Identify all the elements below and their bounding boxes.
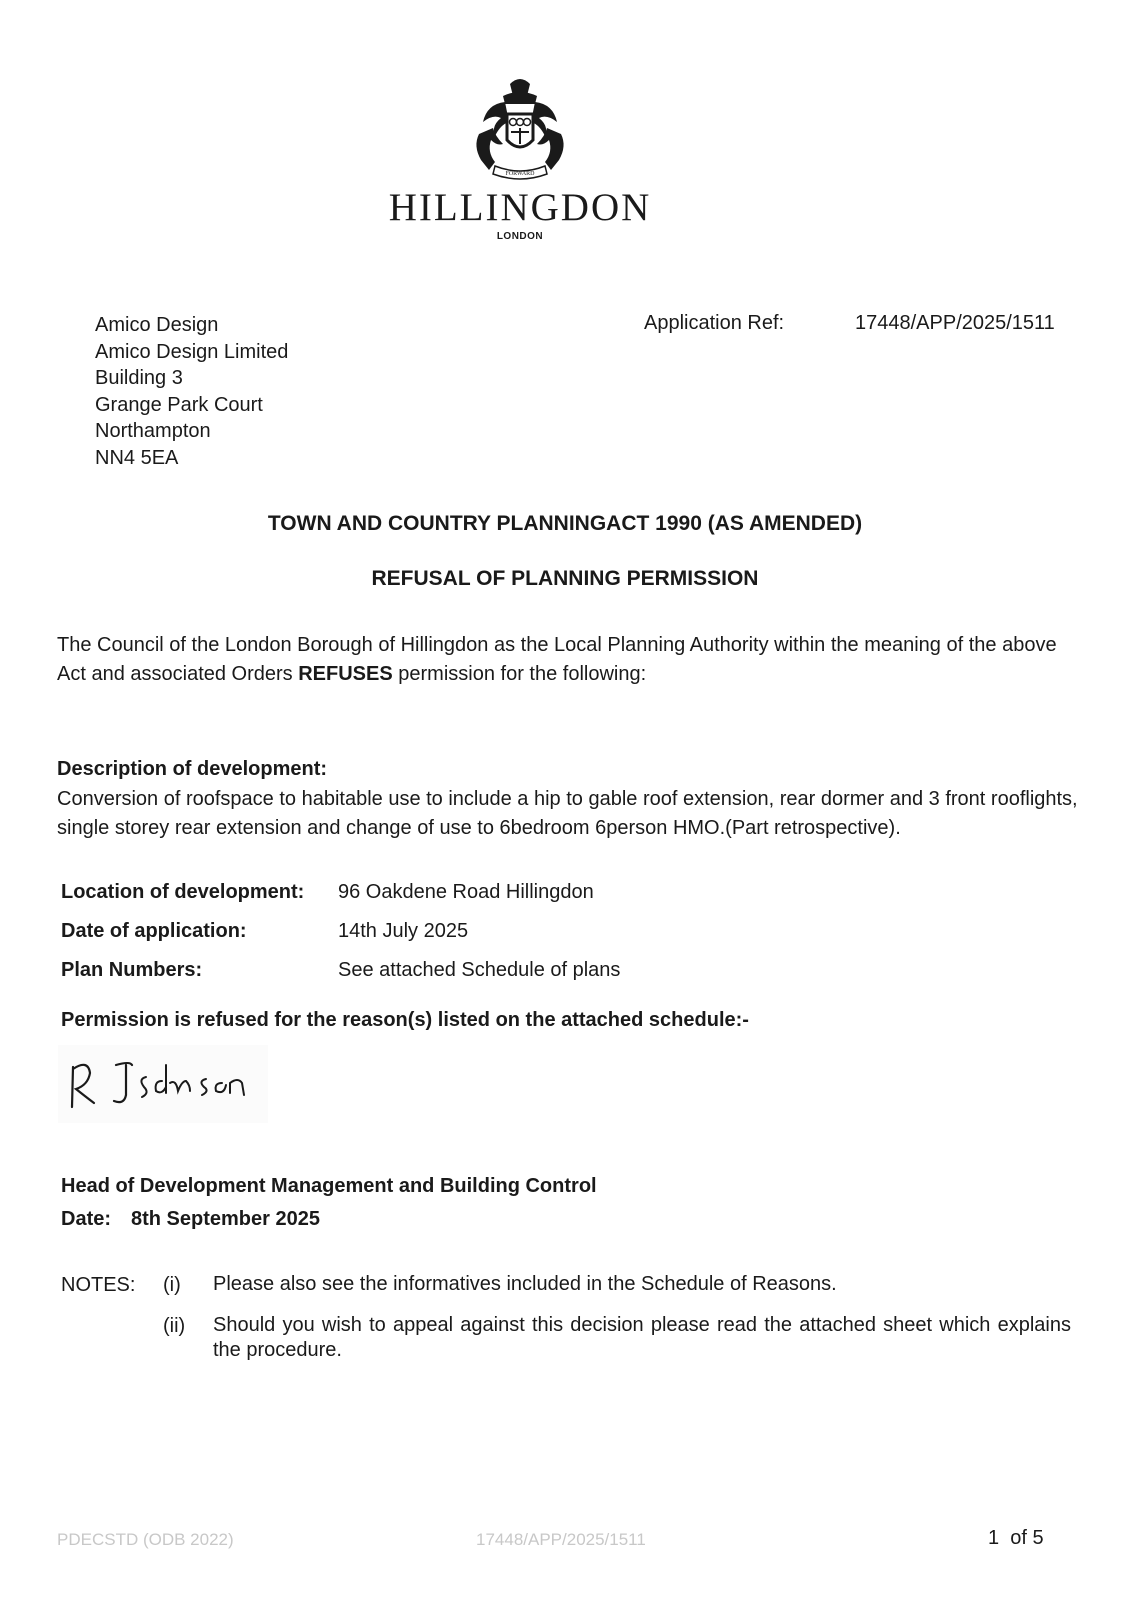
intro-paragraph [57,631,1087,689]
date-of-application-label: Date of application: [61,920,247,942]
location-value: 96 Oakdene Road Hillingdon [338,881,594,903]
footer-form-code: PDECSTD (ODB 2022) [57,1530,234,1549]
footer-reference: 17448/APP/2025/1511 [476,1530,646,1549]
note-text: Should you wish to appeal against this decision please read the attached sheet which explains the procedure. [213,1314,1071,1361]
address-line: Grange Park Court [95,393,263,416]
note-number: (ii) [163,1315,186,1337]
intro-after: permission for the following: [392,663,647,685]
intro-refuses: REFUSES [298,663,393,685]
location-label: Location of development: [61,881,305,903]
description-title: Description of development: [57,758,328,780]
recipient-address [95,312,288,471]
decision-date-value: 8th September 2025 [131,1208,320,1230]
signatory-title: Head of Development Management and Building Control [61,1175,597,1197]
page-number: 1 of 5 [988,1527,1044,1549]
motto-text: FORWARD [505,171,535,177]
description-text: Conversion of roofspace to habitable use to include a hip to gable roof extension, rear dormer and 3 front rooflights, single storey rear extension and change of use to 6bedroom 6person HMO.(Part retrospective). [57,788,1078,839]
intro-before: The Council of the London Borough of Hillingdon as the Local Planning Authority within the meaning of the above Act and associated Orders [57,634,1057,685]
refusal-heading: REFUSAL OF PLANNING PERMISSION [371,567,759,590]
application-ref-value: 17448/APP/2025/1511 [855,312,1055,334]
refused-statement: Permission is refused for the reason(s) listed on the attached schedule:- [61,1009,749,1031]
address-line: Amico Design [95,314,219,336]
hillingdon-crest-logo [465,74,575,184]
note-text: Please also see the informatives included in the Schedule of Reasons. [213,1273,837,1295]
decision-date-label: Date: [61,1208,112,1230]
address-line: Building 3 [95,367,183,389]
date-of-application-value: 14th July 2025 [338,920,469,942]
council-wordmark-sub: LONDON [496,231,544,242]
notes-label: NOTES: [61,1274,136,1296]
application-ref-label: Application Ref: [644,312,785,334]
note-number: (i) [163,1274,181,1296]
act-heading: TOWN AND COUNTRY PLANNINGACT 1990 (AS AMENDED) [267,512,863,535]
plan-numbers-label: Plan Numbers: [61,959,203,981]
signature-image [58,1045,268,1123]
address-line: Amico Design Limited [95,340,289,363]
plan-numbers-value: See attached Schedule of plans [338,959,621,981]
address-line: Northampton [95,420,211,442]
address-line: NN4 5EA [95,446,179,469]
council-wordmark: HILLINGDON [388,186,652,229]
